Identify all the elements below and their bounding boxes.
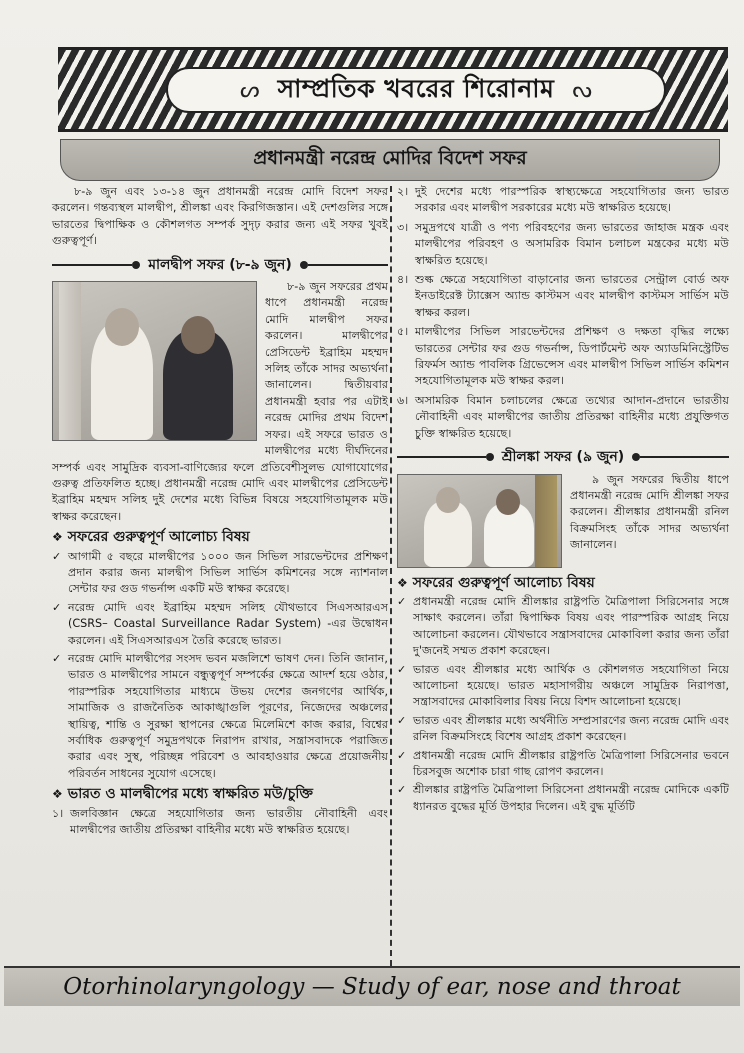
ornament-right-icon: ᔓ: [572, 77, 593, 103]
list-item: [52, 600, 388, 649]
srilanka-topics-list: [397, 594, 729, 815]
maldives-paragraph: ৮-৯ জুন সফরের প্রথম ধাপে প্রধানমন্ত্রী নরেন্দ্র মোদি মালদ্বীপ সফর করলেন। মালদ্বীপের প্রেসিডেন্ট ইব্রাহিম মহম্মদ সলিহ তাঁকে সাদর অভ্যর্থনা জানালেন। দ্বিতীয়বার প্রধানমন্ত্রী হবার পর এটাই নরেন্দ্র মোদির প্রথম বিদেশ সফর। এই সফরে ভারত ও মালদ্বীপের মধ্যে দীর্ঘদিনের সম্পর্ক এবং সামুদ্রিক ব্যবসা-বাণিজ্যের ফলে প্রতিবেশীসুলভ যোগাযোগের গুরুত্ব প্রতিফলিত হচ্ছে। প্রধানমন্ত্রী নরেন্দ্র মোদি এবং মালদ্বীপের প্রেসিডেন্ট ইব্রাহিম মহম্মদ সলিহ দুই দেশের মধ্যে বিভিন্ন বিষয়ে সহযোগিতামূলক মউ স্বাক্ষর করেছেন।: [52, 280, 388, 523]
list-item: [397, 272, 729, 321]
banner-label: [166, 67, 666, 113]
ornament-left-icon: ᔕ: [239, 77, 260, 103]
bullet-dot-icon: [300, 261, 308, 269]
footer-text: Otorhinolaryngology — Study of ear, nose and throat: [63, 974, 681, 1000]
item-number: ৫।: [397, 325, 409, 339]
maldives-topics-list: [52, 549, 388, 783]
item-number: ৬।: [397, 393, 409, 407]
srilanka-heading-text: শ্রীলঙ্কা সফর (৯ জুন): [501, 449, 625, 466]
mou-list-left: [52, 806, 388, 839]
list-item-text: দুই দেশের মধ্যে পারস্পরিক স্বাস্থ্যক্ষেত্রে সহযোগিতার জন্য ভারত সরকার এবং মালদ্বীপ সরকারের মধ্যে মউ স্বাক্ষরিত হয়েছে।: [415, 185, 729, 215]
topics-heading-text: সফরের গুরুত্বপূর্ণ আলোচ্য বিষয়: [67, 529, 250, 546]
list-item: [397, 220, 729, 269]
maldives-section-body: [52, 279, 388, 525]
list-item-text: অসামরিক বিমান চলাচলের ক্ষেত্রে তথ্যের আদান-প্রদানে ভারতীয় নৌবাহিনী এবং মালদ্বীপের জাতীয় প্রতিরক্ষা বাহিনীর মধ্যে প্রযুক্তিগত চুক্তি স্বাক্ষরিত হয়েছে।: [415, 393, 729, 440]
list-item: [52, 549, 388, 598]
maldives-topics-heading: [52, 529, 388, 545]
srilanka-section-body: [397, 472, 729, 571]
list-item: [397, 782, 729, 815]
list-item-text: প্রধানমন্ত্রী নরেন্দ্র মোদি শ্রীলঙ্কার রাষ্ট্রপতি মৈত্রিপালা সিরিসেনার ভবনে চিরসবুজ অশোক চারা গাছ রোপণ করলেন।: [413, 748, 729, 778]
maldives-heading-text: মালদ্বীপ সফর (৮-৯ জুন): [148, 256, 292, 273]
heading-rule: [52, 264, 132, 266]
list-item: [397, 393, 729, 442]
item-number: ৩।: [397, 220, 409, 234]
column-divider: [390, 186, 392, 966]
maldives-meeting-photo: [52, 281, 257, 441]
diamond-icon: ❖: [52, 787, 63, 802]
list-item-text: প্রধানমন্ত্রী নরেন্দ্র মোদি শ্রীলঙ্কার রাষ্ট্রপতি মৈত্রিপালা সিরিসেনার সঙ্গে সাক্ষাৎ করলেন। তাঁরা দ্বিপাক্ষিক বিষয় এবং পারস্পরিক আগ্রহ নিয়ে আলোচনা করলেন। যৌথভাবে সন্ত্রাসবাদের মোকাবিলা করার জন্য তাঁরা দু'জনেই সম্মত প্রকাশ করেছেন।: [413, 594, 729, 658]
check-icon: ✓: [52, 549, 62, 563]
diamond-icon: ❖: [397, 575, 408, 590]
srilanka-section-heading: [397, 449, 729, 465]
bullet-dot-icon: [132, 261, 140, 269]
list-item: [397, 594, 729, 660]
list-item: [397, 713, 729, 746]
item-number: ২।: [397, 185, 409, 198]
article-title-bar: [60, 139, 720, 181]
flag-shape: [535, 475, 557, 567]
list-item-text: ভারত এবং শ্রীলঙ্কার মধ্যে অর্থনীতি সম্প্রসারণের জন্য নরেন্দ্র মোদি এবং রনিল বিক্রমসিংহে বিশেষ আগ্রহ প্রকাশ করেছেন।: [413, 713, 729, 744]
flag-shape: [59, 282, 81, 440]
list-item-text: নরেন্দ্র মোদি মালদ্বীপের সংসদ ভবন মজলিশে ভাষণ দেন। তিনি জানান, ভারত ও মালদ্বীপের সামনে বন্ধুত্বপূর্ণ সম্পর্কের ক্ষেত্রে আদর্শ হয়ে ওঠার, পারস্পরিক সহযোগিতার মাধ্যমে উভয় দেশের জনগণের আর্থিক, সামাজিক ও রাজনৈতিক আকাঙ্খাগুলি পূরণের, নিজেদের অঞ্চলের স্থায়িত্ব, শান্তি ও সুরক্ষা স্থাপনের ক্ষেত্রে মিলেমিশে কাজ করার, বিশ্বের সর্বাধিক গুরুত্বপূর্ণ সমুদ্রপথকে নিরাপদ রাখার, সন্ত্রাসবাদকে পরাজিত করার এবং সুস্থ, পরিচ্ছন্ন পরিবেশ ও আবহাওয়ার ক্ষেত্রে প্রয়োজনীয় পরিবর্তন সাধনের সুযোগ এসেছে।: [68, 651, 388, 780]
list-item: [397, 324, 729, 390]
footer-strip: [4, 966, 740, 1006]
left-column: [52, 184, 388, 841]
list-item: [397, 748, 729, 781]
intro-paragraph: ৮-৯ জুন এবং ১৩-১৪ জুন প্রধানমন্ত্রী নরেন্দ্র মোদি বিদেশ সফর করলেন। গন্তব্যস্থল মালদ্বীপ, শ্রীলঙ্কা এবং কিরগিজস্তান। এই দেশগুলির সঙ্গে ভারতের দ্বিপাক্ষিক ও কৌশলগত সম্পর্ক সুদৃঢ় করার জন্য এই সফর খুবই গুরুত্বপূর্ণ।: [52, 185, 388, 248]
mou-heading: [52, 786, 388, 802]
right-column: [397, 184, 729, 817]
list-item-text: আগামী ৫ বছরে মালদ্বীপের ১০০০ জন সিভিল সারভেন্টদের প্রশিক্ষণ প্রদান করার জন্য মালদ্বীপ সিভিল সার্ভিস কমিশনের সঙ্গে ন্যাশনাল সেন্টার ফর গুড গভর্নান্স একটি মউ স্বাক্ষর করেছে।: [68, 549, 388, 596]
list-item-text: জলবিজ্ঞান ক্ষেত্রে সহযোগিতার জন্য ভারতীয় নৌবাহিনী এবং মালদ্বীপের জাতীয় প্রতিরক্ষা বাহিনীর মধ্যে মউ স্বাক্ষরিত হয়েছে।: [70, 806, 388, 837]
srilanka-paragraph: ৯ জুন সফরের দ্বিতীয় ধাপে প্রধানমন্ত্রী নরেন্দ্র মোদি শ্রীলঙ্কা সফর করলেন। শ্রীলঙ্কার প্রধানমন্ত্রী রনিল বিক্রমসিংহ তাঁকে সাদর অভ্যর্থনা জানালেন।: [570, 472, 729, 552]
check-icon: ✓: [397, 783, 407, 797]
maldives-section-heading: [52, 257, 388, 273]
heading-rule: [308, 264, 388, 266]
bullet-dot-icon: [632, 453, 640, 461]
heading-rule: [640, 456, 729, 458]
check-icon: ✓: [52, 651, 62, 665]
list-item: [397, 662, 729, 711]
person-head: [181, 316, 215, 354]
srilanka-meeting-photo: [397, 474, 562, 568]
topics-heading-text: সফরের গুরুত্বপূর্ণ আলোচ্য বিষয়: [412, 574, 595, 591]
check-icon: ✓: [397, 594, 407, 608]
list-item: [397, 184, 729, 217]
diamond-icon: ❖: [52, 530, 63, 545]
list-item-text: ভারত এবং শ্রীলঙ্কার মধ্যে আর্থিক ও কৌশলগত সহযোগিতা নিয়ে আলোচনা হয়েছে। ভারত মহাসাগরীয় অঞ্চলে সামুদ্রিক নিরাপত্তা, সন্ত্রাসবাদের মোকাবিলার বিষয় নিয়ে বিশদ আলোচনা হয়েছে।: [413, 662, 729, 709]
article-title: প্রধানমন্ত্রী নরেন্দ্র মোদির বিদেশ সফর: [253, 147, 527, 169]
list-item: [52, 651, 388, 782]
item-number: ৪।: [397, 273, 409, 287]
list-item-text: শ্রীলঙ্কার রাষ্ট্রপতি মৈত্রিপালা সিরিসেনা প্রধানমন্ত্রী নরেন্দ্র মোদিকে একটি ধ্যানরত বুদ্ধের মূর্তি উপহার দিলেন। এই বুদ্ধ মূর্তিটি: [413, 783, 729, 813]
item-number: ১।: [52, 806, 64, 820]
check-icon: ✓: [397, 713, 407, 727]
list-item: [52, 806, 388, 839]
bullet-dot-icon: [486, 453, 494, 461]
header-banner: [58, 47, 728, 132]
check-icon: ✓: [52, 600, 62, 614]
mou-heading-text: ভারত ও মালদ্বীপের মধ্যে স্বাক্ষরিত মউ/চুক্তি: [67, 786, 313, 803]
page-title: সাম্প্রতিক খবরের শিরোনাম: [277, 73, 555, 103]
heading-rule: [397, 456, 486, 458]
check-icon: ✓: [397, 748, 407, 762]
check-icon: ✓: [397, 662, 407, 676]
srilanka-topics-heading: [397, 575, 729, 591]
list-item-text: সমুদ্রপথে যাত্রী ও পণ্য পরিবহণের জন্য ভারতের জাহাজ মন্ত্রক এবং মালদ্বীপের পরিবহণ ও অসামরিক বিমান চলাচল মন্ত্রকের মধ্যে মউ স্বাক্ষরিত হয়েছে।: [415, 220, 729, 267]
list-item-text: মালদ্বীপের সিভিল সারভেন্টদের প্রশিক্ষণ ও দক্ষতা বৃদ্ধির লক্ষ্যে ভারতের সেন্টার ফর গুড গভর্নান্স, ডিপার্টমেন্ট অফ অ্যাডমিনিস্ট্রেটিভ রিফর্মস অ্যান্ড পাবলিক গ্রিভেন্সেস এবং মালদ্বীপ সিভিল সার্ভিস কমিশন সহযোগিতামূলক মউ স্বাক্ষর করল।: [415, 325, 729, 388]
list-item-text: শুল্ক ক্ষেত্রে সহযোগিতা বাড়ানোর জন্য ভারতের সেন্ট্রাল বোর্ড অফ ইনডাইরেক্ট ট্যাক্সেস অ্যান্ড কাস্টমস এবং মালদ্বীপ কাস্টমস সার্ভিস মউ স্বাক্ষর করল।: [415, 273, 729, 319]
list-item-text: নরেন্দ্র মোদি এবং ইব্রাহিম মহম্মদ সলিহ যৌথভাবে সিএসআরএস (CSRS– Coastal Surveillance Radar System) -এর উদ্বোধন করলেন। এই সিএসআরএস তৈরি করেছে ভারত।: [68, 600, 388, 647]
mou-list-right: [397, 184, 729, 442]
person-head: [436, 487, 460, 513]
person-head: [496, 489, 520, 515]
person-head: [105, 308, 139, 346]
